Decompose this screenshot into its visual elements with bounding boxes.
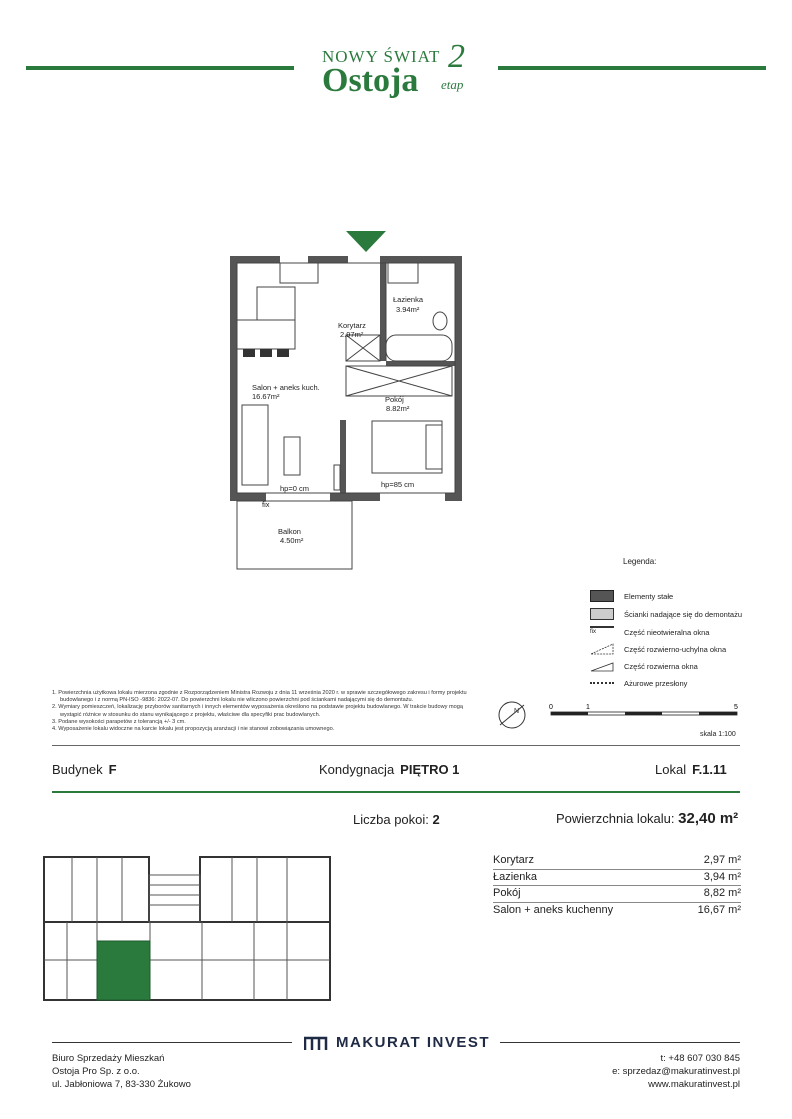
- notes: [52, 690, 477, 733]
- removable-walls-swatch: [590, 608, 614, 620]
- room-lazienka-name: Łazienka: [393, 295, 424, 304]
- unit-info: Lokal F.1.11: [655, 762, 727, 777]
- sales-office-address: Biuro Sprzedaży Mieszkań Ostoja Pro Sp. z o.o. ul. Jabłoniowa 7, 83-330 Żukowo: [52, 1053, 191, 1090]
- room-balkon-area: 4.50m²: [280, 536, 304, 545]
- scale-tick-5: 5: [734, 704, 738, 711]
- fixed-window-icon: fix: [590, 626, 614, 638]
- sill-height-salon: hp=0 cm: [280, 484, 309, 493]
- makurat-logo-icon: [304, 1035, 328, 1051]
- scale-bar: [546, 703, 742, 723]
- floor-value: PIĘTRO 1: [400, 762, 460, 777]
- brand-line1: NOWY ŚWIAT: [322, 47, 441, 66]
- rooms-count: Liczba pokoi: 2: [353, 812, 440, 827]
- area-row: Łazienka 3,94 m²: [493, 870, 741, 887]
- note-3: 3. Podane wysokości parapetów z tolerancją +/- 3 cm.: [52, 718, 186, 725]
- fixed-elements-swatch: [590, 590, 614, 602]
- area-table: [493, 853, 741, 918]
- room-korytarz-name: Korytarz: [338, 321, 366, 330]
- area-row: Korytarz 2,97 m²: [493, 853, 741, 870]
- brand-stage-number: 2: [448, 38, 465, 75]
- footer-rule-left: [52, 1042, 292, 1043]
- svg-text:N: N: [514, 708, 520, 715]
- entrance-arrow-icon: [346, 231, 386, 252]
- room-salon-name: Salon + aneks kuch.: [252, 383, 320, 392]
- room-balkon-name: Balkon: [278, 527, 301, 536]
- unit-value: F.1.11: [692, 762, 727, 777]
- floor-plan: [220, 225, 470, 575]
- legend-item-openwork-screens: Ażurowe przesłony: [590, 676, 687, 690]
- footer-rule-right: [500, 1042, 740, 1043]
- area-row: Salon + aneks kuchenny 16,67 m²: [493, 903, 741, 916]
- room-pokoj-name: Pokój: [385, 395, 404, 404]
- legend-title: Legenda:: [623, 557, 657, 566]
- legend-item-fixed-window: fix Część nieotwieralna okna: [590, 627, 710, 637]
- legend-item-removable-walls: Ścianki nadające się do demontażu: [590, 607, 742, 621]
- casement-window-icon: [590, 660, 614, 672]
- room-korytarz-area: 2.97m²: [340, 330, 364, 339]
- key-plan: [42, 855, 338, 1005]
- floor-info: Kondygnacja PIĘTRO 1: [319, 762, 460, 777]
- website-link[interactable]: www.makuratinvest.pl: [648, 1079, 740, 1090]
- scale-tick-1: 1: [586, 704, 590, 711]
- brand-stage-label: etap: [441, 77, 464, 92]
- rooms-count-value: 2: [432, 812, 440, 827]
- tilt-window-icon: [590, 643, 614, 655]
- legend-item-casement-window: Część rozwierna okna: [590, 659, 698, 673]
- room-lazienka-area: 3.94m²: [396, 305, 420, 314]
- note-4: 4. Wyposażenie lokalu widoczne na karcie lokalu jest propozycją aranżacji i nie stanowi zobowiązania umownego.: [52, 726, 335, 733]
- openwork-screens-icon: [590, 682, 614, 684]
- area-row: Pokój 8,82 m²: [493, 886, 741, 903]
- contact-info: [612, 1052, 740, 1091]
- brand-name: Ostoja: [322, 62, 419, 99]
- separator-green: [52, 791, 740, 793]
- room-pokoj-area: 8.82m²: [386, 404, 410, 413]
- separator-top: [52, 745, 740, 746]
- top-rule-left: [26, 66, 294, 70]
- scale-tick-0: 0: [549, 704, 553, 711]
- top-rule-right: [498, 66, 766, 70]
- note-2: 2. Wymiary pomieszczeń, lokalizację przyborów sanitarnych i innych elementów wyposażenia określono na podstawie projektu budowlanego. W trakcie budowy mogą wystąpić różnice w stosunku do stanu wynikającego z projektu, właściwe dla specyfiki prac budowlanych.: [52, 704, 463, 718]
- fixed-window-label: fix: [262, 500, 270, 509]
- legend-item-tilt-window: Część rozwierno-uchylna okna: [590, 642, 726, 656]
- bar-stools: [243, 349, 289, 357]
- note-1: 1. Powierzchnia użytkowa lokalu mierzona zgodnie z Rozporządzeniem Ministra Rozwoju z dnia 11 września 2020 r. w sprawie szczegółowego zakresu i formy projektu budowlanego i z normą PN-ISO -9836: 2022-07. Do powierzchni lokalu nie wliczono powierzchni pod ściankami nadającymi się do demontażu.: [52, 690, 467, 704]
- phone[interactable]: t: +48 607 030 845: [660, 1053, 740, 1064]
- company-logo: MAKURAT INVEST: [304, 1034, 490, 1051]
- email-link[interactable]: e: sprzedaz@makuratinvest.pl: [612, 1066, 740, 1077]
- unit-area-value: 32,40 m²: [678, 810, 739, 827]
- legend-item-fixed-elements: Elementy stałe: [590, 589, 673, 603]
- interior-lines: [237, 263, 455, 569]
- compass-icon: [492, 697, 532, 733]
- key-plan-selected-unit: [97, 941, 150, 1000]
- unit-area: Powierzchnia lokalu: 32,40 m²: [556, 810, 739, 827]
- building-value: F: [108, 762, 117, 777]
- building-info: Budynek F: [52, 762, 117, 777]
- sill-height-pokoj: hp=85 cm: [381, 480, 415, 489]
- room-salon-area: 16.67m²: [252, 392, 280, 401]
- scale-label: skala 1:100: [700, 731, 736, 738]
